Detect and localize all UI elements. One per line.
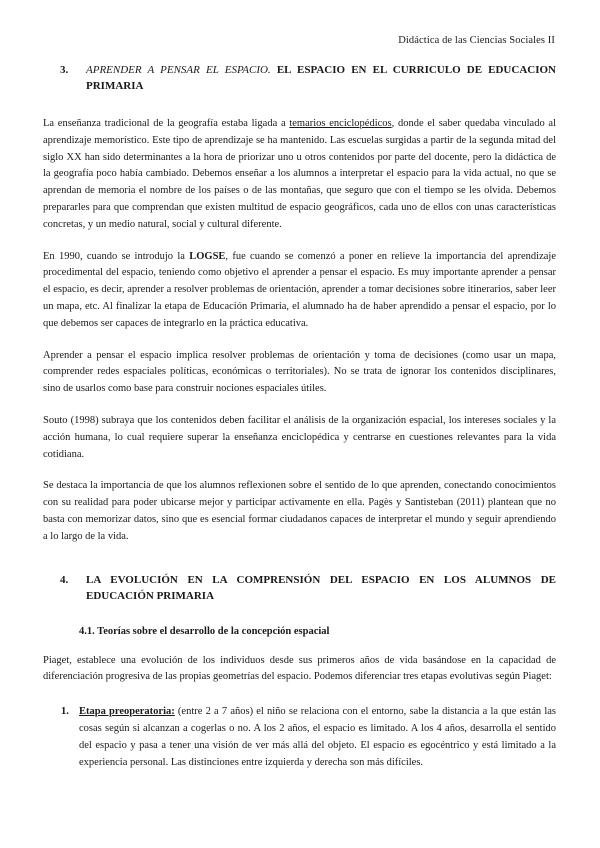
underlined-term: temarios enciclopédicos (289, 118, 392, 129)
paragraph-1: La enseñanza tradicional de la geografía estaba ligada a temarios enciclopédicos, donde el saber quedaba vinculado al aprendizaje memorístico. Este tipo de aprendizaje se ha mantenido. Las escuelas surgidas a partir de la segunda mitad del siglo XX han sido determinantes a la hora de priorizar uno u otros contenidos por parte del docente, pero la didáctica de la geografía poco había cambiado. Debemos enseñar a los alumnos a interpretar el espacio para la vida actual, no que se aprendan de memoria el nombre de los países o de las montañas, que seguro que con el tiempo se les olvida. Debemos prepararles para que comprendan que existen multitud de espacio geográficos, cada uno de ellos con unas características concretas, y un medio natural, social y cultural diferente. (43, 118, 556, 230)
paragraph-2: En 1990, cuando se introdujo la LOGSE, fue cuando se comenzó a poner en relieve la importancia del aprendizaje procedimental del espacio, teniendo como objetivo el aprender a pensar el espacio. Es muy importante aprender a pensar el espacio, es decir, aprender a resolver problemas de orientación, aprender a tomar decisiones sobre itinerarios, saber leer un mapa, etc. Al finalizar la etapa de Educación Primaria, el alumnado ha de haber aprendido a pensar el espacio, por lo que debemos ser capaces de integrarlo en la práctica educativa. (43, 250, 556, 329)
list-item-text: (entre 2 a 7 años) el niño se relaciona con el entorno, sabe la distancia a la que están las cosas según si alcanzan a cogerlas o no. A los 2 años, el espacio es limitado. A los 4 años, desarrolla el sentido del espacio y pasa a tener una visión de ver más allá del objeto. El espacio es egocéntrico y está limitado a la experiencia personal. Las distinciones entre izquierda y derecha son más difíciles. (79, 706, 556, 768)
section-3-title: EL ESPACIO EN EL CURRICULO DE EDUCACION PRIMARIA (86, 64, 556, 92)
running-header: Didáctica de las Ciencias Sociales II (398, 35, 555, 46)
section-3-heading (43, 62, 556, 94)
list-item-number: 1. (61, 706, 69, 718)
section-4-number: 4. (60, 573, 69, 586)
section-4-title: LA EVOLUCIÓN EN LA COMPRENSIÓN DEL ESPACIO EN LOS ALUMNOS DE EDUCACIÓN PRIMARIA (86, 573, 556, 602)
section-4-heading (43, 572, 556, 604)
logse-term: LOGSE (189, 250, 226, 262)
paragraph-6: Piaget, establece una evolución de los individuos desde sus primeros años de vida basándose en la capacidad de diferenciación progresiva de las propias geometrías del espacio. Podemos diferenciar tres etapas evolutivas según Piaget: (43, 654, 556, 683)
list-item-term: Etapa preoperatoria: (79, 706, 175, 718)
list-item (43, 704, 556, 771)
section-3-number: 3. (60, 64, 69, 76)
paragraph-4: Souto (1998) subraya que los contenidos deben facilitar el análisis de la organización espacial, los intereses sociales y la acción humana, lo cual requiere superar la enseñanza enciclopédica y centrarse en cuestiones relevantes para la vida cotidiana. (43, 414, 556, 460)
paragraph-5: Se destaca la importancia de que los alumnos reflexionen sobre el sentido de lo que aprenden, conectando conocimientos con su realidad para poder ubicarse mejor y participar activamente en ella. Pagès y Santisteban (2011) plantean que no basta con memorizar datos, sino que es esencial formar ciudadanos capaces de interpretar el mundo y seguir aprendiendo a lo largo de la vida. (43, 480, 556, 542)
section-3-title-italic: APRENDER A PENSAR EL ESPACIO. (86, 64, 271, 76)
paragraph-3: Aprender a pensar el espacio implica resolver problemas de orientación y toma de decisiones (como usar un mapa, comprender redes espaciales políticas, económicas o territoriales). No se trata de ignorar los contenidos disciplinares, sino de usarlos como base para construir nociones espaciales útiles. (43, 349, 556, 395)
subsection-4-1-heading: 4.1. Teorías sobre el desarrollo de la concepción espacial (79, 625, 330, 637)
page-content (43, 62, 556, 771)
